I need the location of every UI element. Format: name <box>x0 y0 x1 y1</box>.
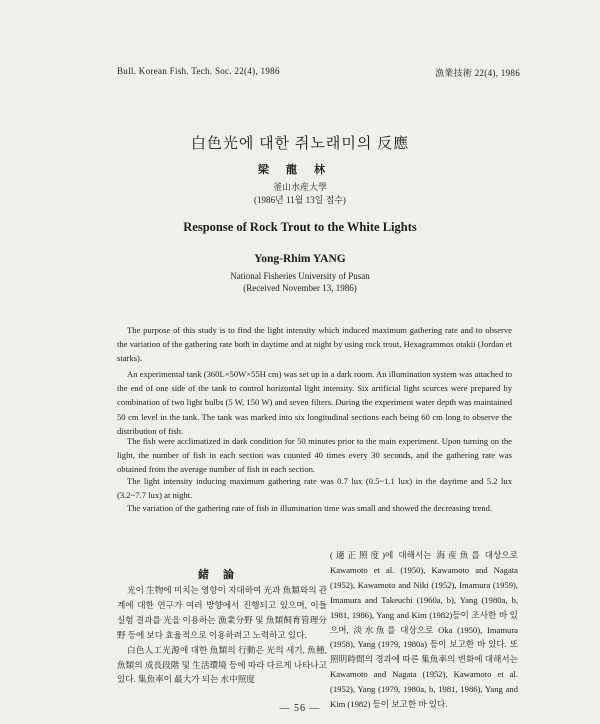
korean-received-date: (1986년 11월 13일 접수) <box>254 195 346 205</box>
abstract-paragraph-variation: The variation of the gathering rate of fish in illumination time was small and showed the decreasing trend. <box>127 503 493 513</box>
body-paragraph: 白色人工光源에 대한 魚類의 行動은 光의 세기, 魚種, 魚類의 成長段階 및 生活環境 등에 따라 다르게 나타나고 있다. 集魚率이 最大가 되는 水中照度 <box>117 644 327 685</box>
abstract-paragraph-purpose: The purpose of this study is to find the light intensity which induced maximum gathering rate and to observe the variation of the gathering rate both in daytime and at night by using rock trout, Hexagrammos otakii (Jordan et starks). <box>117 325 512 364</box>
body-paragraph: (適正照度)에 대해서는 海産魚를 대상으로 Kawamoto et al. (1950), Kawamoto and Nagata (1952), Kawamoto and Niki (1952), Imamura (1959), Imamura and Takeuchi (1960a, b), Yang (1980a, b, 1981, 1986), Yang and Kim (1982)등이 조사한 바 있으며, 淡水魚를 대상으로 Oka (1950), Imamura (1958), Yang (1979, 1980a) 등이 보고한 바 있다. 또 照明時間의 경과에 따른 集魚率의 변화에 대해서는 Kawamoto and Nagata (1952), Kawamoto et al. (1952), Yang (1979, 1980a, b, 1981, 1986), Yang and Kim (1982) 등이 보고한 바 있다. <box>330 550 518 710</box>
journal-citation-english: Bull. Korean Fish. Tech. Soc. 22(4), 1986 <box>117 66 280 76</box>
english-author: Yong-Rhim YANG <box>254 253 346 265</box>
korean-title: 白色光에 대한 쥐노래미의 反應 <box>190 136 410 152</box>
journal-citation-korean: 漁業技術 22(4), 1986 <box>434 68 520 78</box>
section-heading-introduction: 緒論 <box>198 569 248 581</box>
abstract-paragraph-result: The light intensity inducing maximum gathering rate was 0.7 lux (0.5~1.1 lux) in the daytime and 5.2 lux (3.2~7.7 lux) at night. <box>117 476 512 501</box>
english-title: Response of Rock Trout to the White Lights <box>183 220 417 234</box>
abstract-paragraph-method: An experimental tank (360L×50W×55H cm) was set up in a dark room. An illumination system was attached to the end of one side of the tank to control horizontal light intensity. Six artificial light scurces were prepared by combination of two light bulbs (5 W, 150 W) and seven filters. During the experiment water depth was maintained 50 cm level in the tank. The tank was marked into six longitudinal sections each being 60 cm long to observe the distribution of fish. <box>117 369 512 436</box>
english-affiliation: National Fisheries University of Pusan <box>230 271 370 281</box>
korean-author: 梁龍林 <box>258 164 342 176</box>
body-column-left <box>117 583 327 687</box>
abstract-paragraph-procedure: The fish were acclimatized in dark condition for 50 minutes prior to the main experiment. Upon turning on the light, the number of fish in each section was counted 40 times every 30 seconds, and the gathering rate was obtained from the average number of fish in each section. <box>117 436 512 475</box>
body-paragraph: 光이 生物에 미치는 영향이 지대하여 光과 魚類와의 관계에 대한 연구가 여러 방향에서 진행되고 있으며, 이들 실험 결과를 光을 이용하는 漁業分野 및 魚類飼育管理分野 등에 보다 효율적으로 이용하려고 노력하고 있다. <box>117 585 327 640</box>
korean-affiliation: 釜山水産大學 <box>272 182 327 192</box>
body-column-right <box>330 548 518 712</box>
page-number: — 56 — <box>279 703 321 714</box>
english-received-date: (Received November 13, 1986) <box>243 283 357 293</box>
